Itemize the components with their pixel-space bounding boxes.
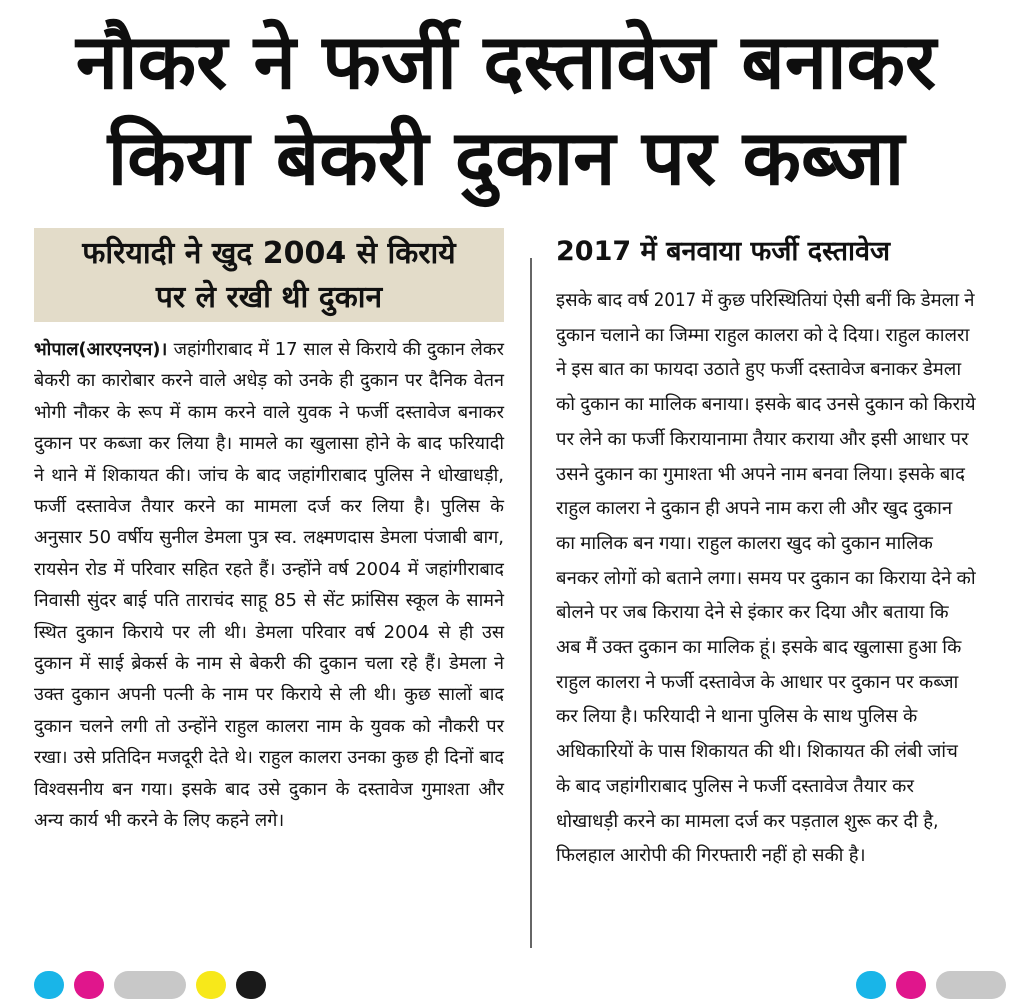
print-registration-marks-left	[34, 971, 276, 985]
gray-registration-mark	[114, 971, 186, 999]
gray-registration-mark	[936, 971, 1006, 999]
subheading-line-2: पर ले रखी थी दुकान	[155, 280, 383, 315]
subheading-line-1: फरियादी ने खुद 2004 से किराये	[82, 236, 456, 271]
right-column-heading: 2017 में बनवाया फर्जी दस्तावेज	[556, 236, 891, 267]
subheading-box	[34, 228, 504, 322]
column-divider	[530, 258, 532, 948]
headline-line-2: किया बेकरी दुकान पर कब्जा	[107, 113, 905, 202]
cyan-registration-mark	[34, 971, 64, 999]
cyan-registration-mark	[856, 971, 886, 999]
right-column-body: इसके बाद वर्ष 2017 में कुछ परिस्थितियां ऐसी बनीं कि डेमला ने दुकान चलाने का जिम्मा राहुल कालरा को दे दिया। राहुल कालरा ने इस बात का फायदा उठाते हुए फर्जी दस्तावेज बनाकर डेमला को दुकान का मालिक बनाया। इसके बाद उनसे दुकान को किराये पर लेने का फर्जी किरायानामा तैयार कराया और इसी आधार पर उसने दुकान का गुमाश्ता भी अपने नाम बनवा लिया। इसके बाद राहुल कालरा ने दुकान ही अपने नाम करा ली और खुद दुकान का मालिक बन गया। राहुल कालरा खुद को दुकान मालिक बनकर लोगों को बताने लगा। समय पर दुकान का किराया देने को बोलने पर जब किराया देने से इंकार कर दिया और बताया कि अब मैं उक्त दुकान का मालिक हूं। इसके बाद खुलासा हुआ कि राहुल कालरा ने फर्जी दस्तावेज के आधार पर दुकान पर कब्जा कर लिया है। फरियादी ने थाना पुलिस के साथ पुलिस के अधिकारियों के पास शिकायत की थी। शिकायत की लंबी जांच के बाद जहांगीराबाद पुलिस ने फर्जी दस्तावेज तैयार कर धोखाधड़ी करने का मामला दर्ज कर पड़ताल शुरू कर दी है, फिलहाल आरोपी की गिरफ्तारी नहीं हो सकी है।	[556, 290, 976, 867]
magenta-registration-mark	[896, 971, 926, 999]
black-registration-mark	[236, 971, 266, 999]
magenta-registration-mark	[74, 971, 104, 999]
article-headline	[0, 14, 1012, 206]
yellow-registration-mark	[196, 971, 226, 999]
left-column-text: जहांगीराबाद में 17 साल से किराये की दुकान लेकर बेकरी का कारोबार करने वाले अधेड़ को उनके ही दुकान पर दैनिक वेतन भोगी नौकर के रूप में काम करने वाले युवक ने फर्जी दस्तावेज बनाकर दुकान पर कब्जा कर लिया है। मामले का खुलासा होने के बाद फरियादी ने थाने में शिकायत की। जांच के बाद जहांगीराबाद पुलिस ने धोखाधड़ी, फर्जी दस्तावेज तैयार करने का मामला दर्ज कर लिया है। पुलिस के अनुसार 50 वर्षीय सुनील डेमला पुत्र स्व. लक्ष्मणदास डेमला पंजाबी बाग, रायसेन रोड में परिवार सहित रहते हैं। उन्होंने वर्ष 2004 में जहांगीराबाद निवासी सुंदर बाई पति ताराचंद साहू 85 से सेंट फ्रांसिस स्कूल के सामने स्थित दुकान किराये पर ली थी। डेमला परिवार वर्ष 2004 से ही उस दुकान में साई ब्रेकर्स के नाम से बेकरी की दुकान चला रहे हैं। डेमला ने उक्त दुकान अपनी पत्नी के नाम पर किराये से ली थी। कुछ सालों बाद दुकान चलने लगी तो उन्होंने राहुल कालरा नाम के युवक को नौकरी पर रखा। उसे प्रतिदिन मजदूरी देते थे। राहुल कालरा उनका कुछ ही दिनों बाद विश्वसनीय बन गया। इसके बाद उसे दुकान के दस्तावेज गुमाश्ता और अन्य कार्य भी करने के लिए कहने लगे।	[34, 339, 504, 832]
left-column-body	[34, 334, 504, 837]
headline-line-1: नौकर ने फर्जी दस्तावेज बनाकर	[75, 17, 937, 106]
dateline: भोपाल(आरएनएन)।	[34, 339, 174, 360]
print-registration-marks-right	[856, 971, 1006, 985]
